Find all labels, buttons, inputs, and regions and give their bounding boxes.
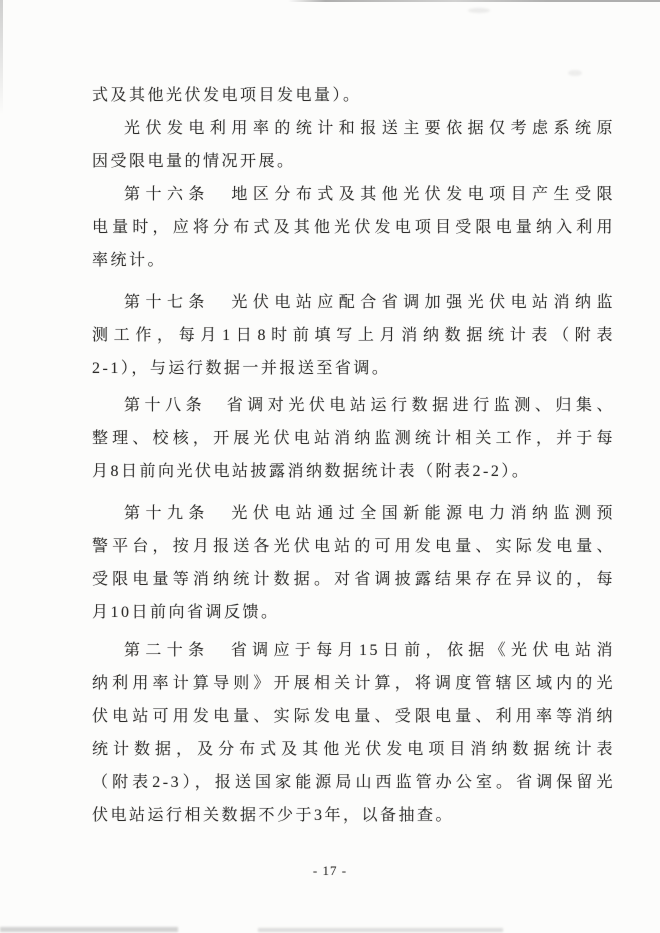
text-line: 伏电站运行相关数据不少于3年，以备抽查。 bbox=[92, 807, 455, 824]
text-line: 第十七条 光伏电站应配合省调加强光伏电站消纳监 bbox=[124, 294, 615, 311]
text-line: 第十八条 省调对光伏电站运行数据进行监测、归集、 bbox=[124, 397, 615, 414]
text-line: 警平台，按月报送各光伏电站的可用发电量、实际发电量、 bbox=[92, 538, 615, 555]
paragraph-article-18 bbox=[92, 389, 615, 488]
text-line: 受限电量等消纳统计数据。对省调披露结果存在异议的，每 bbox=[92, 571, 615, 588]
text-line: 式及其他光伏发电项目发电量）。 bbox=[92, 87, 362, 104]
paragraph-article-20 bbox=[92, 634, 615, 832]
scan-artifact-speck bbox=[468, 8, 490, 13]
scan-artifact-left-edge bbox=[0, 0, 3, 115]
text-line: 第十六条 地区分布式及其他光伏发电项目产生受限 bbox=[124, 186, 615, 203]
scan-artifact-bottom-smudge bbox=[0, 927, 178, 932]
text-line: 月10日前向省调反馈。 bbox=[92, 604, 280, 621]
paragraph bbox=[92, 112, 615, 178]
paragraph bbox=[92, 79, 615, 112]
text-line: 整理、校核，开展光伏电站消纳监测统计相关工作，并于每 bbox=[92, 430, 615, 447]
paragraph-article-19 bbox=[92, 497, 615, 629]
scan-artifact-bottom-smudge bbox=[258, 928, 503, 932]
text-line: 统计数据，及分布式及其他光伏发电项目消纳数据统计表 bbox=[92, 741, 615, 758]
text-line: 伏电站可用发电量、实际发电量、受限电量、利用率等消纳 bbox=[92, 708, 615, 725]
text-line: 光伏发电利用率的统计和报送主要依据仅考虑系统原 bbox=[124, 120, 615, 137]
text-line: 电量时，应将分布式及其他光伏发电项目受限电量纳入利用 bbox=[92, 219, 615, 236]
text-line: 因受限电量的情况开展。 bbox=[92, 153, 296, 170]
text-line: 测工作，每月1日8时前填写上月消纳数据统计表（附表 bbox=[92, 327, 615, 344]
page-number: - 17 - bbox=[312, 863, 348, 878]
text-line: 纳利用率计算导则》开展相关计算，将调度管辖区域内的光 bbox=[92, 675, 615, 692]
text-line: 月8日前向光伏电站披露消纳数据统计表（附表2-2）。 bbox=[92, 463, 531, 480]
paragraph-article-17 bbox=[92, 286, 615, 385]
document-page bbox=[92, 79, 615, 832]
scan-artifact-top-edge bbox=[288, 0, 660, 2]
text-line: （附表2-3），报送国家能源局山西监管办公室。省调保留光 bbox=[92, 774, 615, 791]
text-line: 率统计。 bbox=[92, 252, 167, 269]
text-line: 第十九条 光伏电站通过全国新能源电力消纳监测预 bbox=[124, 505, 615, 522]
paragraph-article-16 bbox=[92, 178, 615, 277]
text-line: 2-1），与运行数据一并报送至省调。 bbox=[92, 360, 391, 377]
text-line: 第二十条 省调应于每月15日前，依据《光伏电站消 bbox=[124, 642, 615, 659]
scan-artifact-speck bbox=[568, 70, 582, 76]
